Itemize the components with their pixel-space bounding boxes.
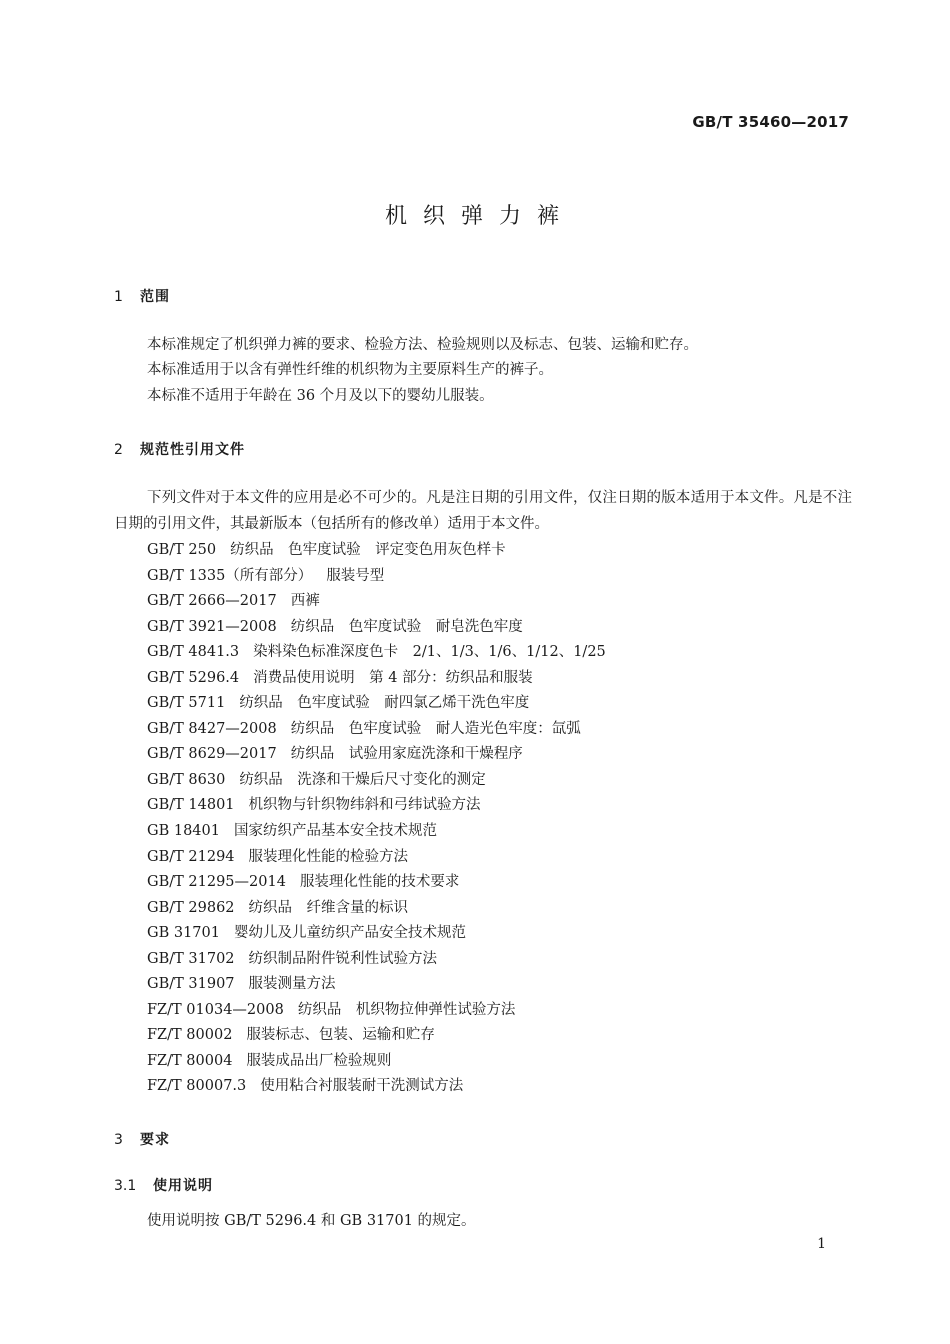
reference-code: FZ/T 80002 bbox=[147, 1027, 233, 1044]
reference-code: GB/T 1335（所有部分） bbox=[147, 567, 313, 584]
reference-item bbox=[147, 538, 606, 564]
reference-item bbox=[147, 1049, 606, 1075]
reference-title: 纺织品 纤维含量的标识 bbox=[248, 899, 409, 916]
reference-title: 服装成品出厂检验规则 bbox=[246, 1052, 392, 1069]
reference-item bbox=[147, 972, 606, 998]
reference-code: GB/T 31907 bbox=[147, 976, 235, 993]
reference-title: 纺织品 色牢度试验 耐人造光色牢度：氙弧 bbox=[290, 720, 581, 737]
reference-item bbox=[147, 845, 606, 871]
reference-title: 服装测量方法 bbox=[248, 976, 336, 993]
page-number: 1 bbox=[817, 1236, 826, 1252]
reference-item bbox=[147, 666, 606, 692]
reference-item bbox=[147, 615, 606, 641]
section-title: 范围 bbox=[140, 289, 170, 305]
reference-item bbox=[147, 717, 606, 743]
reference-title: 服装标志、包装、运输和贮存 bbox=[246, 1027, 435, 1044]
reference-code: GB/T 31702 bbox=[147, 950, 235, 967]
reference-item bbox=[147, 742, 606, 768]
reference-code: GB/T 8427—2008 bbox=[147, 720, 277, 737]
reference-code: GB/T 3921—2008 bbox=[147, 618, 277, 635]
reference-item bbox=[147, 819, 606, 845]
reference-title: 纺织品 机织物拉伸弹性试验方法 bbox=[297, 1001, 516, 1018]
reference-item bbox=[147, 691, 606, 717]
reference-title: 纺织品 试验用家庭洗涤和干燥程序 bbox=[290, 746, 523, 763]
reference-item bbox=[147, 998, 606, 1024]
reference-item bbox=[147, 640, 606, 666]
reference-title: 机织物与针织物纬斜和弓纬试验方法 bbox=[248, 797, 481, 814]
reference-title: 使用粘合衬服装耐干洗测试方法 bbox=[260, 1078, 464, 1095]
reference-title: 纺织品 色牢度试验 耐四氯乙烯干洗色牢度 bbox=[239, 695, 530, 712]
section-title: 规范性引用文件 bbox=[140, 442, 245, 458]
scope-paragraph-1: 本标准规定了机织弹力裤的要求、检验方法、检验规则以及标志、包装、运输和贮存。 bbox=[147, 337, 698, 353]
reference-code: GB/T 21294 bbox=[147, 848, 235, 865]
reference-title: 婴幼儿及儿童纺织产品安全技术规范 bbox=[233, 925, 466, 942]
reference-item bbox=[147, 793, 606, 819]
reference-code: GB 31701 bbox=[147, 925, 220, 942]
section-number: 3 bbox=[114, 1132, 123, 1148]
reference-code: GB/T 21295—2014 bbox=[147, 874, 286, 891]
reference-code: GB/T 14801 bbox=[147, 797, 235, 814]
normative-refs-intro: 下列文件对于本文件的应用是必不可少的。凡是注日期的引用文件，仅注日期的版本适用于本文件。凡是不注日期的引用文件，其最新版本（包括所有的修改单）适用于本文件。 bbox=[114, 490, 852, 532]
reference-code: GB/T 8629—2017 bbox=[147, 746, 277, 763]
section-1-heading bbox=[114, 286, 170, 306]
reference-code: GB/T 29862 bbox=[147, 899, 235, 916]
section-title: 要求 bbox=[140, 1132, 170, 1148]
reference-item bbox=[147, 921, 606, 947]
reference-item bbox=[147, 564, 606, 590]
reference-code: GB/T 2666—2017 bbox=[147, 593, 277, 610]
reference-title: 纺织品 洗涤和干燥后尺寸变化的测定 bbox=[239, 771, 486, 788]
reference-code: GB/T 8630 bbox=[147, 771, 226, 788]
reference-code: GB/T 4841.3 bbox=[147, 644, 240, 661]
reference-title: 纺织品 色牢度试验 耐皂洗色牢度 bbox=[290, 618, 523, 635]
reference-code: GB/T 250 bbox=[147, 542, 217, 558]
reference-item bbox=[147, 870, 606, 896]
section-2-heading bbox=[114, 439, 245, 459]
reference-title: 纺织品 色牢度试验 评定变色用灰色样卡 bbox=[230, 542, 506, 558]
section-3-1-heading bbox=[114, 1175, 213, 1195]
reference-code: GB 18401 bbox=[147, 823, 220, 840]
reference-title: 国家纺织产品基本安全技术规范 bbox=[233, 823, 437, 840]
reference-list bbox=[147, 538, 606, 1100]
scope-paragraph-2: 本标准适用于以含有弹性纤维的机织物为主要原料生产的裤子。 bbox=[147, 362, 553, 378]
usage-instructions-paragraph: 使用说明按 GB/T 5296.4 和 GB 31701 的规定。 bbox=[147, 1213, 476, 1229]
reference-code: FZ/T 80004 bbox=[147, 1052, 233, 1069]
reference-code: GB/T 5711 bbox=[147, 695, 226, 712]
reference-code: FZ/T 80007.3 bbox=[147, 1078, 247, 1095]
reference-title: 服装理化性能的检验方法 bbox=[248, 848, 409, 865]
section-number: 1 bbox=[114, 289, 123, 305]
reference-item bbox=[147, 589, 606, 615]
reference-item bbox=[147, 768, 606, 794]
reference-code: GB/T 5296.4 bbox=[147, 669, 240, 686]
reference-code: FZ/T 01034—2008 bbox=[147, 1001, 284, 1018]
scope-paragraph-3: 本标准不适用于年龄在 36 个月及以下的婴幼儿服装。 bbox=[147, 388, 494, 404]
reference-item bbox=[147, 896, 606, 922]
reference-item bbox=[147, 1023, 606, 1049]
section-number: 2 bbox=[114, 442, 123, 458]
reference-title: 服装理化性能的技术要求 bbox=[299, 874, 460, 891]
reference-item bbox=[147, 1074, 606, 1100]
section-3-heading bbox=[114, 1129, 170, 1149]
section-number: 3.1 bbox=[114, 1178, 137, 1194]
reference-title: 服装号型 bbox=[326, 567, 385, 584]
reference-title: 纺织制品附件锐利性试验方法 bbox=[248, 950, 438, 967]
reference-title: 西裤 bbox=[290, 593, 320, 610]
reference-item bbox=[147, 947, 606, 973]
reference-title: 消费品使用说明 第 4 部分：纺织品和服装 bbox=[253, 669, 533, 686]
document-title: 机织弹力裤 bbox=[384, 204, 575, 229]
section-title: 使用说明 bbox=[153, 1178, 213, 1194]
reference-title: 染料染色标准深度色卡 2/1、1/3、1/6、1/12、1/25 bbox=[253, 644, 606, 661]
standard-code: GB/T 35460—2017 bbox=[692, 113, 849, 131]
